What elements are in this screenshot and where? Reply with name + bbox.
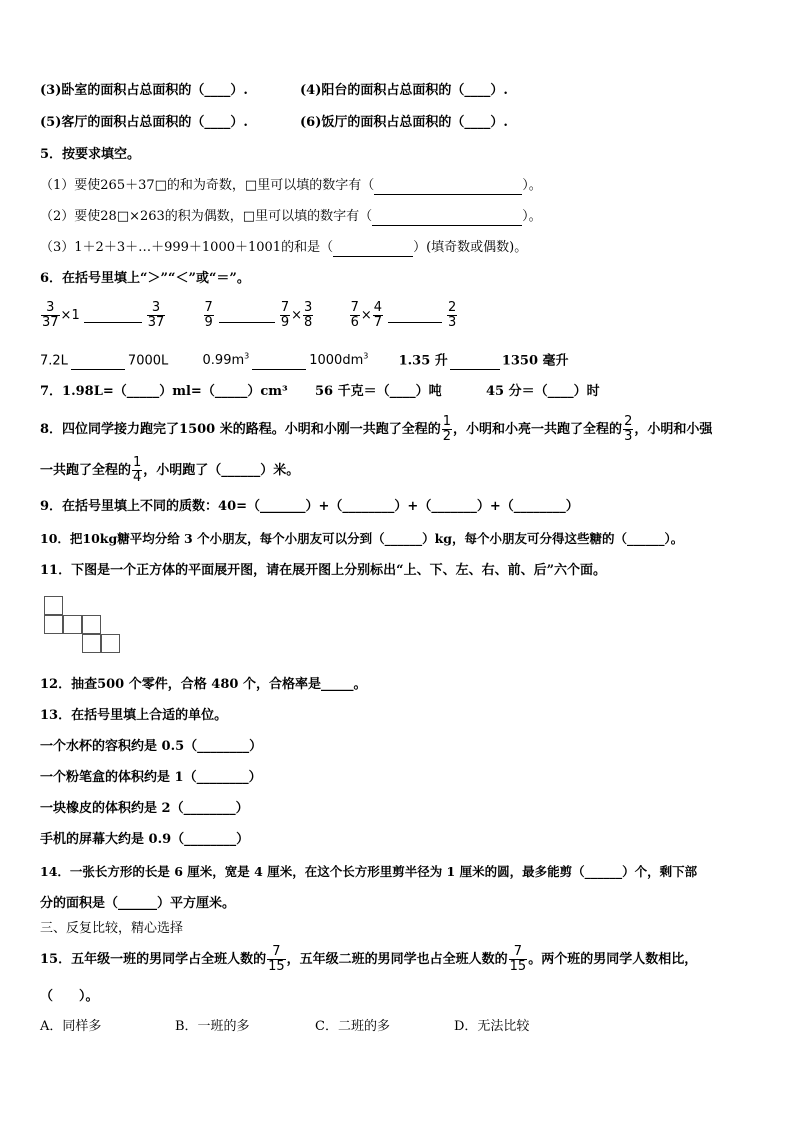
- q6-1000dm3: $1000dm^3$: [309, 352, 369, 369]
- q4-3: (3)卧室的面积占总面积的（____）.: [40, 83, 248, 98]
- section-3-heading: 三、反复比较，精心选择: [40, 921, 184, 936]
- q13-4: 手机的屏幕大约是 0.9（________）: [40, 832, 250, 847]
- q13-1: 一个水杯的容积约是 0.5（________）: [40, 739, 263, 754]
- q8-d: 一共跑了全程的: [40, 463, 132, 478]
- q5-title: 5．按要求填空。: [40, 147, 141, 162]
- q6-7-2L: 7.2L: [40, 353, 68, 369]
- q15-d: （ ）。: [40, 989, 99, 1004]
- q8-line2: [40, 451, 299, 491]
- q5-2-text: （2）要使28□×263的积为偶数，□里可以填的数字有（: [40, 209, 373, 224]
- q6-blank-5[interactable]: [252, 355, 306, 370]
- q6-1350ml: 1350 毫升: [501, 353, 569, 369]
- q5-3-text: （3）1＋2＋3＋…＋999＋1000＋1001的和是（: [40, 240, 334, 255]
- q6-1-35L: 1.35 升: [398, 353, 448, 369]
- q8-c: ，小明和小强: [634, 422, 713, 437]
- q13-3: 一块橡皮的体积约是 2（________）: [40, 801, 249, 816]
- q8-a: 8．四位同学接力跑完了1500 米的路程。小明和小刚一共跑了全程的: [40, 422, 441, 437]
- q6-frac-7-9a: $\frac{7}{9}$: [204, 300, 213, 330]
- q6-op-times-2: ×: [291, 308, 303, 323]
- q9: 9．在括号里填上不同的质数：40=（_______）+（________）+（_______）+（________）: [40, 499, 579, 514]
- q5-2-blank[interactable]: [372, 211, 522, 226]
- q14-b: 分的面积是（______）平方厘米。: [40, 896, 236, 911]
- q5-3-blank[interactable]: [333, 242, 413, 257]
- q8-line1: [40, 410, 712, 450]
- q8-e: ，小明跑了（______）米。: [143, 463, 300, 478]
- q6-frac-3-37b: $\frac{3}{37}$: [147, 300, 165, 330]
- q5-2-end: ）。: [522, 209, 542, 224]
- q6-frac-7-6: $\frac{7}{6}$: [350, 300, 359, 330]
- q15-b: ，五年级二班的男同学也占全班人数的: [286, 952, 508, 967]
- q6-0-99m3: $0.99m^3$: [202, 352, 250, 369]
- q13: 13．在括号里填上合适的单位。: [40, 708, 228, 723]
- q8-b: ，小明和小亮一共跑了全程的: [453, 422, 623, 437]
- q6-frac-3-8: $\frac{3}{8}$: [304, 300, 313, 330]
- q6-row1: [40, 296, 458, 336]
- q6-op-times-1: ×1: [60, 308, 80, 323]
- q4-5: (5)客厅的面积占总面积的（____）.: [40, 115, 248, 130]
- q6-title: 6．在括号里填上“＞”“＜”或“＝”。: [40, 271, 250, 286]
- net-cell-3[interactable]: [63, 615, 82, 634]
- q15-a: 15．五年级一班的男同学占全班人数的: [40, 952, 267, 967]
- q15-line1: [40, 940, 697, 980]
- net-cell-4[interactable]: [82, 615, 101, 634]
- q6-frac-7-9b: $\frac{7}{9}$: [280, 300, 290, 330]
- q15-option-d[interactable]: D．无法比较: [454, 1019, 530, 1034]
- q5-3-end: ）(填奇数或偶数)。: [413, 240, 528, 255]
- net-cell-2[interactable]: [44, 615, 63, 634]
- q14-a: 14．一张长方形的长是 6 厘米，宽是 4 厘米，在这个长方形里剪半径为 1 厘米的圆，最多能剪（______）个，剩下部: [40, 864, 698, 879]
- q4-4: (4)阳台的面积占总面积的（____）.: [300, 83, 508, 98]
- q7-b: 56 千克＝（____）吨: [315, 384, 442, 399]
- q15-frac-1: $\frac{7}{15}$: [268, 944, 285, 974]
- q6-row2: [40, 348, 569, 370]
- q7-c: 45 分＝（____）时: [486, 384, 600, 399]
- q6-blank-4[interactable]: [71, 355, 125, 370]
- net-cell-1[interactable]: [44, 596, 63, 615]
- q13-2: 一个粉笔盒的体积约是 1（________）: [40, 770, 262, 785]
- q15-option-b[interactable]: B．一班的多: [175, 1019, 250, 1034]
- q5-2: [40, 208, 542, 226]
- q6-blank-3[interactable]: [388, 308, 442, 323]
- q15-c: 。两个班的男同学人数相比，: [528, 952, 698, 967]
- q11: 11．下图是一个正方体的平面展开图，请在展开图上分别标出“上、下、左、右、前、后”六个面。: [40, 563, 607, 578]
- q5-1-blank[interactable]: [374, 180, 522, 195]
- q10: 10．把10kg糖平均分给 3 个小朋友，每个小朋友可以分到（______）kg，每个小朋友可分得这些糖的（______）。: [40, 531, 684, 546]
- q8-frac-twothirds: $\frac{2}{3}$: [624, 414, 633, 444]
- q5-1: [40, 177, 542, 195]
- cube-net-figure: [44, 596, 124, 656]
- q7: 7．1.98L=（_____）ml=（_____）cm³: [40, 384, 288, 399]
- q5-1-text: （1）要使265＋37□的和为奇数，□里可以填的数字有（: [40, 178, 375, 193]
- net-cell-6[interactable]: [101, 634, 120, 653]
- net-cell-5[interactable]: [82, 634, 101, 653]
- q5-3: [40, 239, 527, 257]
- q6-blank-2[interactable]: [219, 308, 275, 323]
- q15-frac-2: $\frac{7}{15}$: [509, 944, 527, 974]
- q6-frac-4-7: $\frac{4}{7}$: [373, 300, 383, 330]
- q8-frac-quarter: $\frac{1}{4}$: [133, 455, 142, 485]
- q8-frac-half: $\frac{1}{2}$: [442, 414, 452, 444]
- q6-frac-2-3: $\frac{2}{3}$: [448, 300, 457, 330]
- q15-option-a[interactable]: A．同样多: [40, 1019, 102, 1034]
- q6-blank-1[interactable]: [84, 308, 142, 323]
- q6-op-times-3: ×: [360, 308, 372, 323]
- q15-option-c[interactable]: C．二班的多: [315, 1019, 390, 1034]
- q4-6: (6)饭厅的面积占总面积的（____）.: [300, 115, 508, 130]
- q6-7000L: 7000L: [127, 353, 169, 369]
- q6-blank-6[interactable]: [450, 355, 500, 370]
- q12: 12．抽查500 个零件，合格 480 个，合格率是_____。: [40, 677, 367, 692]
- q5-1-end: ）。: [522, 178, 542, 193]
- q6-frac-3-37a: $\frac{3}{37}$: [42, 300, 59, 330]
